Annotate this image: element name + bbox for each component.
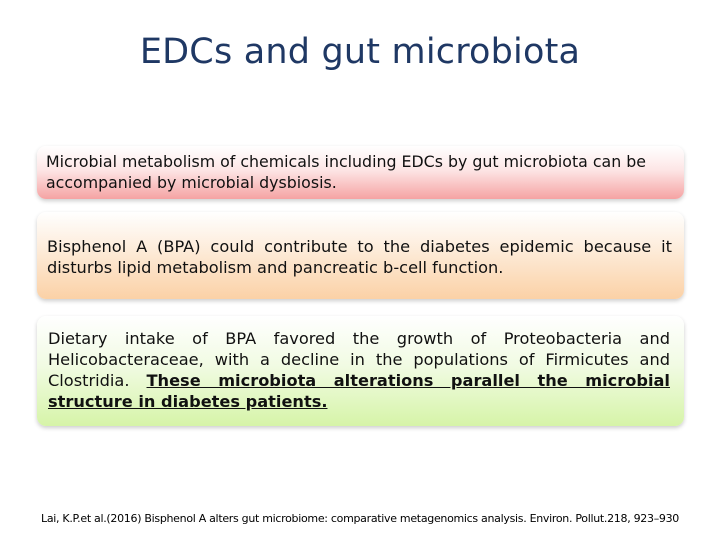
text-box-dysbiosis [37, 146, 684, 199]
box-text-paragraph [48, 328, 670, 412]
box-text: Dietary intake of BPA favored the growth of Proteobacteria and Helicobacteraceae, with a decline in the populations of Firmicutes and Clostridia. [48, 329, 670, 390]
text-box-dietary-bpa [37, 316, 684, 426]
box-text: Bisphenol A (BPA) could contribute to the diabetes epidemic because it disturbs lipid metabolism and pancreatic b-cell function. [47, 237, 672, 277]
emphasized-conclusion: These microbiota alterations parallel the microbial structure in diabetes patients. [48, 371, 670, 411]
text-box-bpa-diabetes [37, 212, 684, 299]
slide-title: EDCs and gut microbiota [139, 32, 581, 72]
citation: Lai, K.P.et al.(2016) Bisphenol A alters gut microbiome: comparative metagenomics analysis. Environ. Pollut.218, 923–930 [41, 512, 679, 525]
box-text: Microbial metabolism of chemicals including EDCs by gut microbiota can be accompanied by microbial dysbiosis. [46, 152, 646, 192]
